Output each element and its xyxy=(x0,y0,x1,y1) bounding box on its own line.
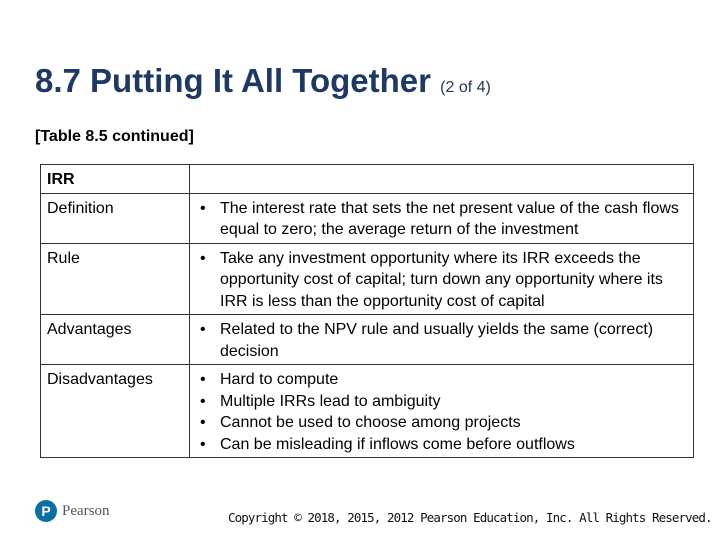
table-caption: [Table 8.5 continued] xyxy=(35,128,194,145)
definition-bullet-list xyxy=(196,198,687,241)
copyright-notice: Copyright © 2018, 2015, 2012 Pearson Education, Inc. All Rights Reserved. xyxy=(228,510,712,525)
table-row-advantages xyxy=(41,315,694,365)
list-item: • Multiple IRRs lead to ambiguity xyxy=(196,391,687,413)
row-label-advantages: Advantages xyxy=(41,315,190,365)
list-item: • The interest rate that sets the net present value of the cash flows equal to zero; the average return of the investment xyxy=(196,198,687,241)
row-content-definition xyxy=(190,193,694,243)
row-content-disadvantages xyxy=(190,365,694,458)
disadvantages-bullet-list xyxy=(196,369,687,455)
pearson-logo xyxy=(35,500,110,522)
pearson-logo-icon: P xyxy=(35,500,57,522)
row-content-rule xyxy=(190,243,694,315)
row-label-rule: Rule xyxy=(41,243,190,315)
slide-title xyxy=(35,62,491,100)
advantages-bullet-list xyxy=(196,319,687,362)
list-item: • Hard to compute xyxy=(196,369,687,391)
table-row-rule xyxy=(41,243,694,315)
list-item: • Cannot be used to choose among projects xyxy=(196,412,687,434)
table-header-empty-cell xyxy=(190,165,694,194)
table-row-disadvantages xyxy=(41,365,694,458)
rule-bullet-list xyxy=(196,248,687,313)
row-content-advantages xyxy=(190,315,694,365)
slide-title-suffix: (2 of 4) xyxy=(440,79,491,96)
table-header-cell: IRR xyxy=(41,165,190,194)
pearson-logo-text: Pearson xyxy=(62,502,110,519)
list-item: • Related to the NPV rule and usually yields the same (correct) decision xyxy=(196,319,687,362)
list-item: • Can be misleading if inflows come before outflows xyxy=(196,434,687,456)
table-header-row xyxy=(41,165,694,194)
irr-table xyxy=(40,164,694,458)
slide-title-text: 8.7 Putting It All Together xyxy=(35,62,431,99)
table-row-definition xyxy=(41,193,694,243)
row-label-definition: Definition xyxy=(41,193,190,243)
row-label-disadvantages: Disadvantages xyxy=(41,365,190,458)
list-item: • Take any investment opportunity where its IRR exceeds the opportunity cost of capital; turn down any opportunity where its IRR is less than the opportunity cost of capital xyxy=(196,248,687,313)
